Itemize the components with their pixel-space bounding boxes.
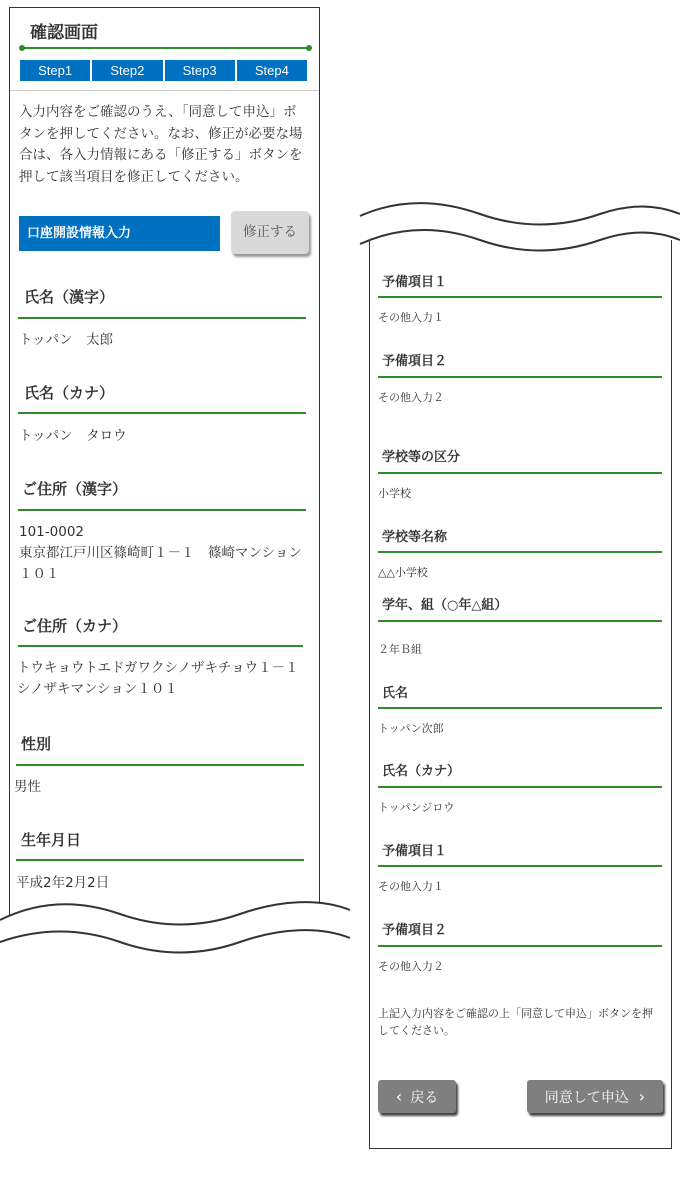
title-underline <box>21 47 309 49</box>
field-value-child-name: トッパン次郎 <box>378 722 444 735</box>
confirmation-panel-continued <box>369 240 672 1149</box>
field-value-reserve-2: その他入力２ <box>378 391 444 404</box>
field-value-name-kana: トッパン タロウ <box>19 428 127 444</box>
agree-submit-label: 同意して申込 <box>544 1090 629 1106</box>
agree-submit-button[interactable] <box>527 1080 663 1113</box>
field-value-name-kanji: トッパン 太郎 <box>19 332 114 348</box>
break-wave-right <box>355 200 680 270</box>
field-label-reserve-2b: 予備項目２ <box>382 923 448 938</box>
field-value-birthdate: 平成2年2月2日 <box>16 875 110 891</box>
step-indicator <box>20 60 307 81</box>
field-value-gender: 男性 <box>14 779 41 795</box>
field-underline <box>16 859 304 861</box>
field-value-reserve-1b: その他入力１ <box>378 880 444 893</box>
field-underline <box>18 645 303 647</box>
page-title: 確認画面 <box>30 23 98 43</box>
field-label-reserve-1: 予備項目１ <box>382 275 448 290</box>
field-label-address-kanji: ご住所（漢字） <box>22 480 128 498</box>
field-underline <box>378 620 662 622</box>
field-underline <box>378 707 662 709</box>
field-label-address-kana: ご住所（カナ） <box>22 617 128 635</box>
confirmation-note: 上記入力内容をご確認の上「同意して申込」ボタンを押してください。 <box>378 1007 653 1037</box>
field-label-reserve-2: 予備項目２ <box>382 354 448 369</box>
field-label-reserve-1b: 予備項目１ <box>382 844 448 859</box>
field-value-reserve-1: その他入力１ <box>378 311 444 324</box>
intro-text: 入力内容をご確認のうえ、「同意して申込」ボタンを押してください。なお、修正が必要な場合は、各入力情報にある「修正する」ボタンを押して該当項目を修正してください。 <box>19 104 303 185</box>
section-header-account-info: 口座開設情報入力 <box>19 216 220 251</box>
field-value-school-type: 小学校 <box>378 487 411 500</box>
back-button[interactable] <box>378 1080 456 1113</box>
field-value-school-name: △△小学校 <box>378 566 428 579</box>
chevron-right-icon: › <box>638 1087 646 1106</box>
step-3: Step3 <box>165 60 235 81</box>
field-underline <box>18 412 306 414</box>
field-value-address-kanji: 101-0002 東京都江戸川区篠崎町１－１ 篠崎マンション１０１ <box>19 524 302 582</box>
steps-divider <box>10 90 319 91</box>
field-underline <box>18 317 306 319</box>
step-2: Step2 <box>92 60 162 81</box>
field-underline <box>16 764 304 766</box>
field-underline <box>18 509 306 511</box>
step-1: Step1 <box>20 60 90 81</box>
field-label-birthdate: 生年月日 <box>21 831 82 849</box>
field-label-gender: 性別 <box>21 735 52 753</box>
field-label-child-name: 氏名 <box>382 686 409 701</box>
field-label-grade-class: 学年、組（○年△組） <box>382 598 508 613</box>
field-label-child-name-kana: 氏名（カナ） <box>382 764 461 779</box>
field-underline <box>378 865 662 867</box>
field-value-reserve-2b: その他入力２ <box>378 960 444 973</box>
field-value-address-kana: トウキョウトエドガワクシノザキチョウ１－１ シノザキマンション１０１ <box>17 660 313 697</box>
field-label-name-kanji: 氏名（漢字） <box>24 288 115 306</box>
field-value-grade-class: ２年Ｂ組 <box>378 643 422 656</box>
field-label-school-type: 学校等の区分 <box>382 450 461 465</box>
field-underline <box>378 786 662 788</box>
field-underline <box>378 472 662 474</box>
field-underline <box>378 551 662 553</box>
edit-button[interactable]: 修正する <box>231 211 309 254</box>
break-wave-left <box>0 890 360 960</box>
confirmation-panel <box>9 7 320 928</box>
title-line-dot-right <box>306 45 312 51</box>
field-label-school-name: 学校等名称 <box>382 530 448 545</box>
chevron-left-icon: ‹ <box>395 1087 403 1106</box>
field-underline <box>378 376 662 378</box>
field-underline <box>378 945 662 947</box>
field-value-child-name-kana: トッパンジロウ <box>378 801 455 814</box>
back-button-label: 戻る <box>410 1090 439 1106</box>
field-label-name-kana: 氏名（カナ） <box>24 384 115 402</box>
field-underline <box>378 296 662 298</box>
step-4: Step4 <box>237 60 307 81</box>
